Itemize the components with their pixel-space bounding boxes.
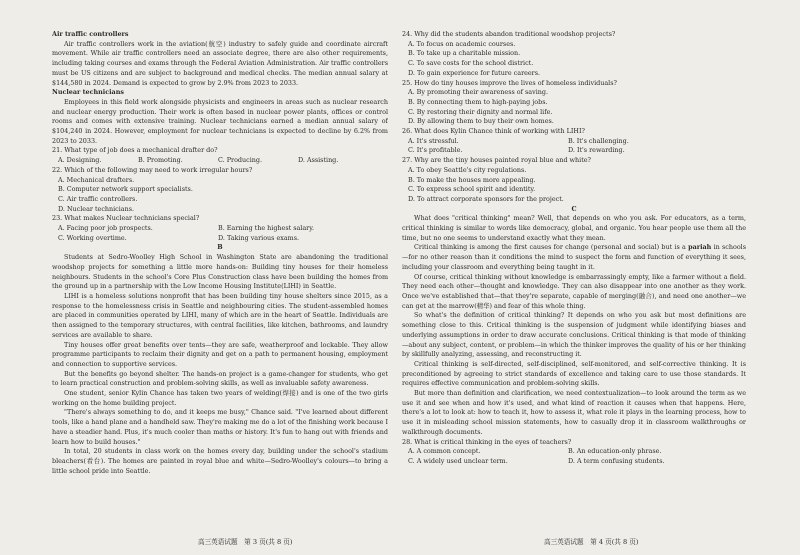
- paragraph: "There's always something to do, and it keeps me busy," Chance said. "I've learned about different tools, like a hand plane and a handheld saw. They're making me do a lot of the finishing work because I have a steadier hand. Plus, it's much cooler than maths or history. It's fun to hang out with friends and learn how to build houses.": [52, 408, 388, 446]
- question-21-options: [52, 156, 388, 166]
- option: C. It's profitable.: [408, 146, 463, 155]
- question-28-options-row1: [402, 447, 746, 457]
- option: C. Producing.: [218, 156, 262, 165]
- option: A. It's stressful.: [408, 136, 459, 145]
- paragraph: Critical thinking is self-directed, self-disciplined, self-monitored, and self-corrective thinking. It is preconditioned by agreeing to strict standards of excellence and taking care to use those standards. It requires effective communication and problem-solving skills.: [402, 359, 746, 388]
- question-26-options-row2: [402, 146, 746, 156]
- option: C. To express school spirit and identity.: [408, 185, 536, 194]
- section-label-c: C: [571, 204, 577, 213]
- option: A. To obey Seattle's city regulations.: [408, 165, 527, 174]
- paragraph: Of course, critical thinking without knowledge is embarrassingly empty, like a farmer without a field. They need each other—thought and knowledge. They can also disappear into one another as they work. Once we've established that—that they're separate, capable of merging(融合), and need one another—we can get at the marrow(精华) and fear of this whole thing.: [402, 272, 746, 310]
- page-footer-right: 高三英语试题 第 4 页(共 8 页): [544, 538, 639, 546]
- paragraph: Air traffic controllers work in the aviation(航空) industry to safely guide and coordinate aircraft movement. While air traffic controllers need an associate degree, there are also other requirements, including taking courses and exams through the Federal Aviation Administration. Air traffic controllers must be US citizens and are subject to background and medical checks. The median annual salary at $144,580 in 2024. Demand is expected to grow by 2.9% from 2023 to 2033.: [52, 39, 388, 87]
- bold-word-pariah: pariah: [688, 243, 712, 252]
- option: B. To make the houses more appealing.: [408, 175, 536, 184]
- paragraph: Employees in this field work alongside physicists and engineers in areas such as nuclear research and nuclear energy production. Their work is often based in nuclear power plants, offices or control rooms and comes with extensive training. Nuclear technicians earned a median annual salary of $104,240 in 2024. However, employment for nuclear technicians is expected to decline by 6.2% from 2023 to 2033.: [52, 97, 388, 145]
- option: B. An education-only phrase.: [568, 447, 662, 456]
- question-24: 24. Why did the students abandon traditional woodshop projects?: [402, 30, 616, 38]
- section-heading-air-traffic: Air traffic controllers: [52, 30, 129, 38]
- option: B. Computer network support specialists.: [58, 185, 193, 194]
- option: A. A common concept.: [408, 447, 481, 456]
- option: D. It's rewarding.: [568, 146, 625, 155]
- option: C. A widely used unclear term.: [408, 456, 508, 465]
- question-26: 26. What does Kylin Chance think of working with LIHI?: [402, 127, 585, 136]
- paragraph: Students at Sedro-Woolley High School in Washington State are abandoning the traditional woodshop projects for something a little more hands-on: Building tiny houses for their homeless neighbours. Students in the school's Core Plus Construction class have been building the homes from the ground up in a partnership with the Low Income Housing Institute(LIHI) in Seattle.: [52, 253, 388, 291]
- option: C. Working overtime.: [58, 233, 127, 242]
- question-28: 28. What is critical thinking in the eyes of teachers?: [402, 437, 572, 446]
- question-23-options-row2: [52, 234, 388, 244]
- paragraph: But the benefits go beyond shelter. The hands-on project is a game-changer for students, who get to learn practical construction and problem-solving skills, as well as invaluable safety awareness.: [52, 369, 388, 388]
- option: D. To attract corporate sponsors for the project.: [408, 194, 564, 203]
- option: A. To focus on academic courses.: [408, 39, 516, 48]
- option: A. Mechanical drafters.: [58, 175, 135, 184]
- option: C. By restoring their dignity and normal life.: [408, 107, 553, 116]
- option: D. A term confusing students.: [568, 456, 665, 465]
- page-footer-left: 高三英语试题 第 3 页(共 8 页): [198, 538, 293, 546]
- section-heading-nuclear: Nuclear technicians: [52, 88, 124, 97]
- option: B. To take up a charitable mission.: [408, 49, 521, 58]
- option: C. To save costs for the school district.: [408, 59, 534, 68]
- right-page-column: [402, 30, 746, 522]
- question-28-options-row2: [402, 457, 746, 467]
- question-23-options-row1: [52, 224, 388, 234]
- paragraph: [402, 243, 746, 272]
- text-run: in schools—for no other reason than it conditions the mind to suspect the form and function of everything it sees, including your classroom and everything being taught in it.: [402, 243, 746, 271]
- option: D. Assisting.: [298, 156, 339, 165]
- question-27: 27. Why are the tiny houses painted royal blue and white?: [402, 156, 591, 165]
- paragraph: What does "critical thinking" mean? Well, that depends on who you ask. For educators, as a term, critical thinking is similar to words like democracy, global, and organic. You hear people use them all the time, but no one seems to understand exactly what they mean.: [402, 214, 746, 242]
- option: D. Nuclear technicians.: [58, 204, 135, 213]
- question-26-options-row1: [402, 137, 746, 147]
- question-25: 25. How do tiny houses improve the lives of homeless individuals?: [402, 78, 617, 87]
- option: C. Air traffic controllers.: [58, 194, 138, 203]
- section-label-b: B: [217, 243, 223, 252]
- option: D. Taking various exams.: [218, 233, 300, 242]
- option: B. Earning the highest salary.: [218, 224, 315, 233]
- text-run: Critical thinking is among the first causes for change (personal and social) but is a: [414, 243, 689, 252]
- option: B. By connecting them to high-paying jobs.: [408, 97, 548, 106]
- option: A. Designing.: [58, 156, 102, 165]
- option: B. Promoting.: [138, 156, 183, 165]
- paragraph: One student, senior Kylin Chance has taken two years of welding(焊接) and is one of the two girls working on the home building project.: [52, 389, 388, 407]
- left-page-column: [52, 30, 388, 522]
- option: A. By promoting their awareness of saving.: [408, 88, 549, 97]
- question-21: 21. What type of job does a mechanical drafter do?: [52, 146, 218, 155]
- paragraph: But more than definition and clarification, we need contextualization—to look around the term as we use it and see when and how it's used, and what kind of reaction it causes when that happens. Here, there's a lot to look at: how to teach it, how to assess it, what role it plays in the learning process, how to use it in misleading school mission statements, how to casually drop it in classroom walkthroughs or walkthrough documents.: [402, 389, 746, 436]
- option: D. By allowing them to buy their own homes.: [408, 117, 554, 126]
- paragraph: So what's the definition of critical thinking? It depends on who you ask but most definitions are something close to this. Critical thinking is the suspension of judgment while identifying biases and underlying assumptions in order to draw accurate conclusions. Critical thinking is that mode of thinking—about any subject, content, or problem—in which the thinker improves the quality of his or her thinking by skillfully analyzing, assessing, and reconstructing it.: [402, 311, 746, 359]
- question-22: 22. Which of the following may need to work irregular hours?: [52, 165, 253, 174]
- question-23: 23. What makes Nuclear technicians special?: [52, 214, 200, 223]
- paragraph: In total, 20 students in class work on the homes every day, building under the school's stadium bleachers(看台). The homes are painted in royal blue and white—Sedro-Woolley's colours—to bring a little school pride into Seattle.: [52, 447, 388, 475]
- paragraph: Tiny houses offer great benefits over tents—they are safe, weatherproof and lockable. They allow programme participants to reclaim their dignity and get on a path to permanent housing, employment and connection to supportive services.: [52, 340, 388, 368]
- paragraph: LIHI is a homeless solutions nonprofit that has been building tiny house shelters since 2015, as a response to the homelessness crisis in Seattle and neighbouring cities. The student-assembled homes are placed in communities operated by LIHI, many of which are in the heart of Seattle. Individuals are then assigned to the temporary structures, with central facilities, like kitchen, bathrooms, and laundry services are available to share.: [52, 291, 388, 339]
- option: A. Facing poor job prospects.: [58, 224, 153, 233]
- option: D. To gain experience for future careers.: [408, 68, 541, 77]
- option: B. It's challenging.: [568, 136, 629, 145]
